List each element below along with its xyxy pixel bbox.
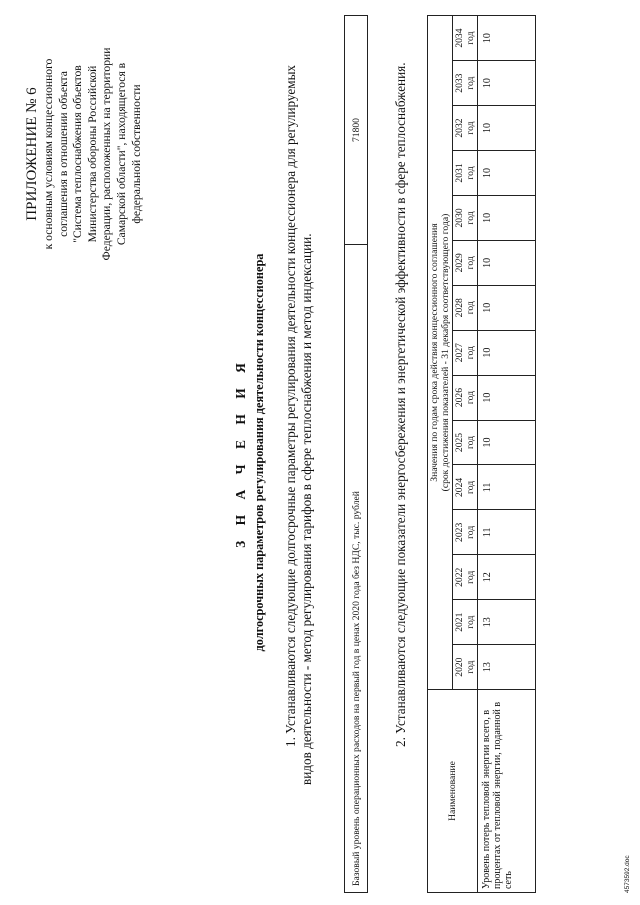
year-header [453,465,478,510]
year-header [453,16,478,61]
paragraph-2: 2. Устанавливаются следующие показатели энергосбережения и энергетической эффективности в сфере теплоснабжения. [393,62,408,747]
year-header [453,330,478,375]
appendix-line: Самарской области", находящегося в [114,62,128,246]
year-label: 2029 [454,253,465,273]
year-label: 2024 [454,477,465,498]
period-header-line-2: (срок достижения показателей - 31 декабря соответствующего года) [440,213,451,492]
year-header [453,285,478,330]
year-label: 2034 [454,28,465,48]
row-value: 10 [478,330,536,375]
year-suffix: год [465,391,476,405]
year-suffix: год [465,301,476,315]
year-suffix: год [465,76,476,90]
year-label: 2021 [454,612,465,632]
year-label: 2025 [454,432,465,453]
period-header [428,16,453,690]
year-label: 2026 [454,387,465,408]
year-header [453,555,478,600]
year-header [453,61,478,106]
row-value: 11 [478,465,536,510]
row-value: 10 [478,375,536,420]
table-row [345,16,368,893]
base-cost-label: Базовый уровень операционных расходов на первый год в ценах 2020 года без НДС, тыс. рублей [345,245,368,893]
year-suffix: год [465,256,476,270]
row-value: 10 [478,195,536,240]
row-value: 11 [478,510,536,555]
indicator-table [427,15,536,893]
row-value: 13 [478,600,536,645]
year-header [453,195,478,240]
year-header [453,151,478,196]
year-label: 2027 [454,343,465,363]
year-label: 2030 [454,208,465,228]
year-suffix: год [465,660,476,674]
year-suffix: год [465,525,476,539]
paragraph-1-line-2: видов деятельности - метод регулирования тарифов в сфере теплоснабжения и метод индексации. [298,233,314,785]
appendix-title: ПРИЛОЖЕНИЕ № 6 [24,87,40,221]
year-suffix: год [465,346,476,360]
table-header-row [428,16,453,893]
row-value: 13 [478,645,536,690]
appendix-line: Министерства обороны Российской [85,65,99,243]
row-value: 10 [478,420,536,465]
appendix-line: федеральной собственности [129,84,143,224]
year-suffix: год [465,615,476,629]
year-suffix: год [465,211,476,225]
file-code: 4573592.doc [624,855,631,893]
paragraph-1-line-1: 1. Устанавливаются следующие долгосрочные параметры регулирования деятельности концессионера для регулируемых [283,64,298,747]
document-title: З Н А Ч Е Н И Я [233,357,248,548]
row-value: 10 [478,240,536,285]
base-cost-table [344,15,368,893]
year-suffix: год [465,480,476,494]
year-header [453,420,478,465]
base-cost-value: 71800 [345,16,368,245]
year-header [453,375,478,420]
year-label: 2032 [454,118,465,138]
year-label: 2023 [454,522,465,542]
row-value: 10 [478,61,536,106]
appendix-line: соглашения в отношении объекта [56,71,70,237]
year-label: 2028 [454,298,465,318]
period-header-line-1: Значения по годам срока действия концессионного соглашения [429,223,440,482]
year-header [453,645,478,690]
row-name: Уровень потерь тепловой энергии всего, в процентах от тепловой энергии, поданной в сеть [478,690,536,893]
year-label: 2033 [454,73,465,93]
year-suffix: год [465,435,476,450]
year-label: 2031 [454,163,465,183]
row-value: 10 [478,285,536,330]
year-header [453,600,478,645]
row-value: 10 [478,16,536,61]
name-column-header: Наименование [428,690,478,893]
table-row [478,16,536,893]
year-header [453,106,478,151]
row-value: 12 [478,555,536,600]
year-suffix: год [465,166,476,180]
appendix-line: к основным условиям концессионного [42,58,55,250]
year-label: 2020 [454,657,465,677]
appendix-line: Федерации, расположенных на территории [100,47,114,261]
paragraph-1 [283,15,315,785]
year-label: 2022 [454,567,465,587]
row-value: 10 [478,106,536,151]
document-subtitle: долгосрочных параметров регулирования деятельности концессионера [252,253,266,652]
year-suffix: год [465,31,476,45]
row-value: 10 [478,151,536,196]
year-suffix: год [465,121,476,135]
appendix-block [22,23,144,285]
year-header [453,510,478,555]
year-header [453,240,478,285]
appendix-line: "Система теплоснабжения объектов [71,65,85,243]
year-suffix: год [465,570,476,584]
